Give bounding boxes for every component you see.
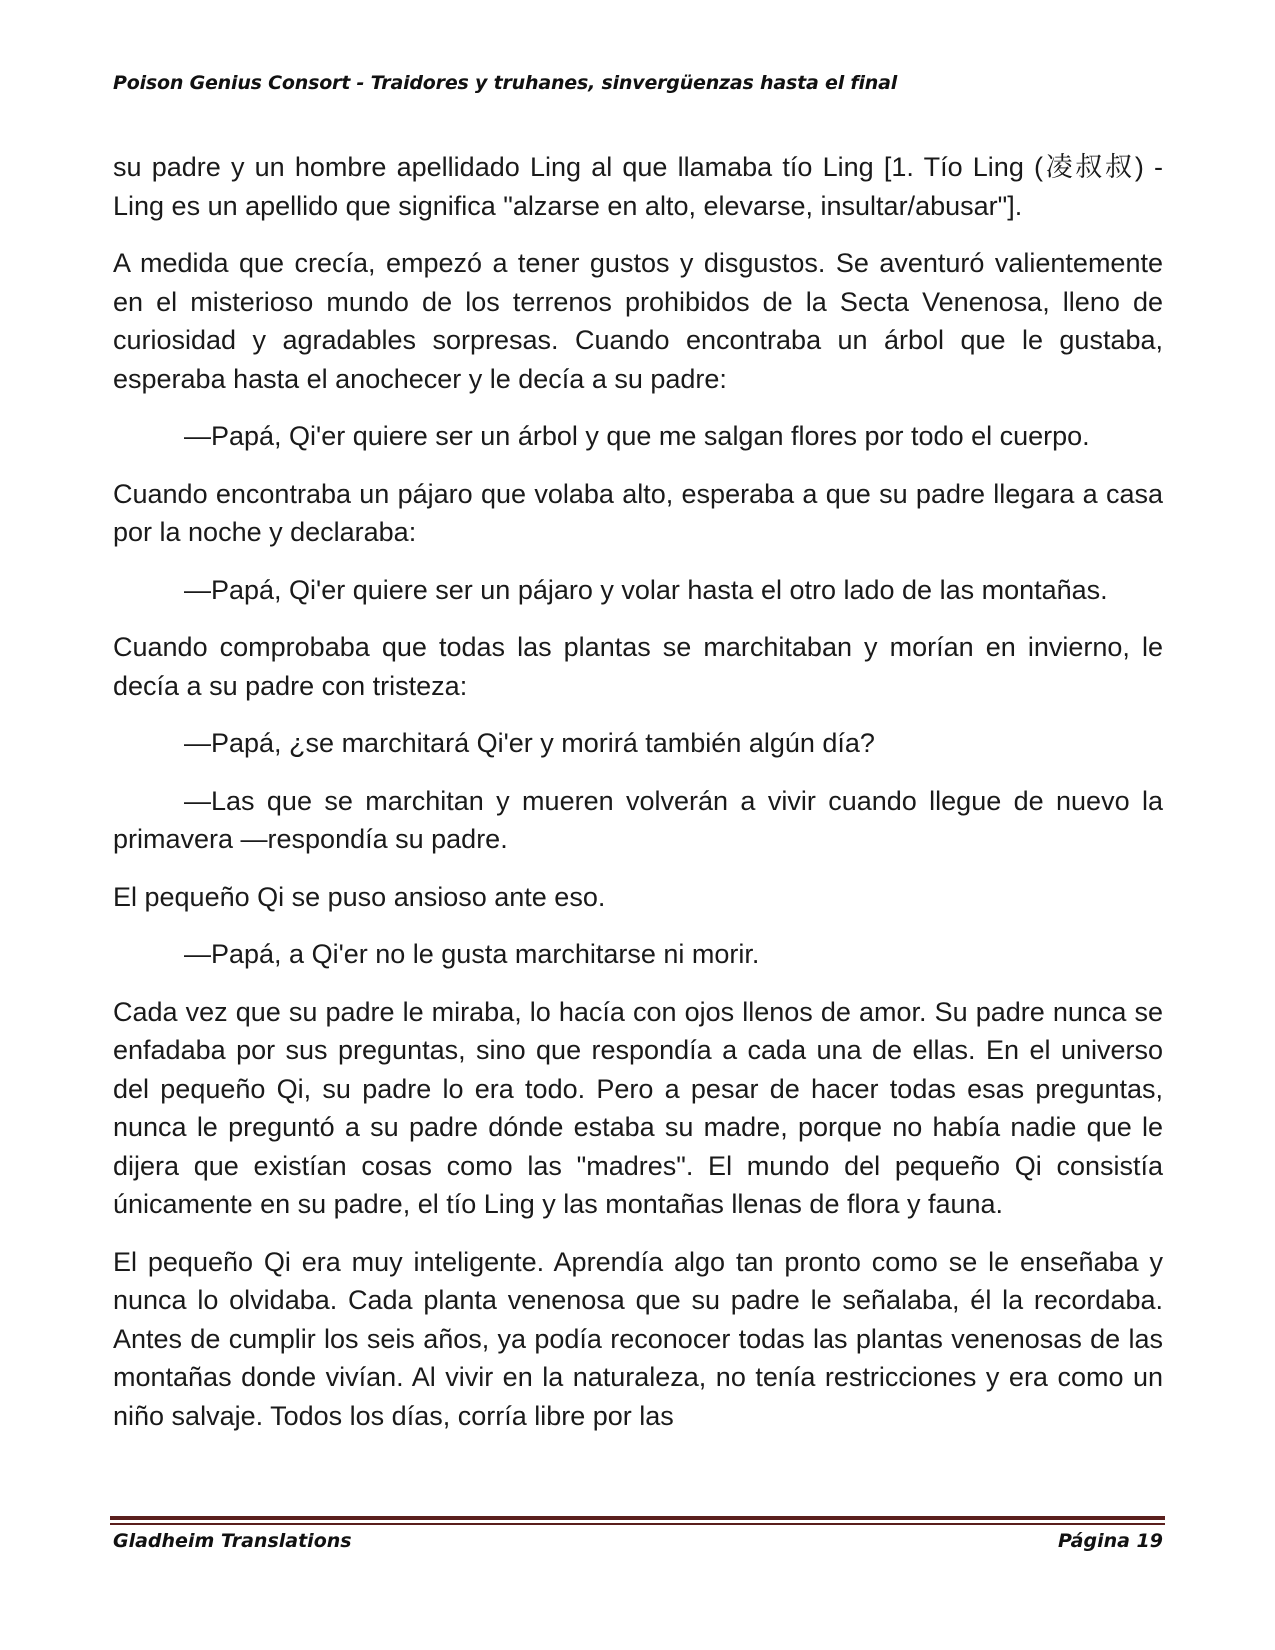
dialogue-line: —Papá, a Qi'er no le gusta marchitarse ni morir. xyxy=(184,939,760,969)
footer-publisher: Gladheim Translations xyxy=(113,1530,352,1552)
footer-divider-thin xyxy=(110,1523,1165,1525)
footer-divider-thick xyxy=(110,1516,1165,1520)
paragraph: El pequeño Qi se puso ansioso ante eso. xyxy=(113,881,606,912)
dialogue-line: —Papá, Qi'er quiere ser un árbol y que me salgan flores por todo el cuerpo. xyxy=(184,421,1090,451)
footer-divider xyxy=(110,1516,1165,1525)
paragraph: su padre y un hombre apellidado Ling al que llamaba tío Ling [1. Tío Ling (凌叔叔) - Ling es un apellido que significa "alzarse en alto, elevarse, insultar/abusar"]. xyxy=(113,152,1163,221)
dialogue-line: —Papá, Qi'er quiere ser un pájaro y volar hasta el otro lado de las montañas. xyxy=(184,574,1108,605)
page-header-title: Poison Genius Consort - Traidores y truhanes, sinvergüenzas hasta el final xyxy=(113,72,898,94)
paragraph: A medida que crecía, empezó a tener gustos y disgustos. Se aventuró valientemente en el misterioso mundo de los terrenos prohibidos de la Secta Venenosa, lleno de curiosidad y agradables sorpresas. Cuando encontraba un árbol que le gustaba, esperaba hasta el anochecer y le decía a su padre: xyxy=(113,248,1163,394)
page-number: Página 19 xyxy=(1057,1530,1163,1552)
body-text xyxy=(113,148,1163,1454)
paragraph: Cuando encontraba un pájaro que volaba alto, esperaba a que su padre llegara a casa por la noche y declaraba: xyxy=(113,478,1163,547)
dialogue-line: —Las que se marchitan y mueren volverán a vivir cuando llegue de nuevo la primavera —respondía su padre. xyxy=(113,785,1163,854)
paragraph: Cada vez que su padre le miraba, lo hacía con ojos llenos de amor. Su padre nunca se enfadaba por sus preguntas, sino que respondía a cada una de ellas. En el universo del pequeño Qi, su padre lo era todo. Pero a pesar de hacer todas esas preguntas, nunca le preguntó a su padre dónde estaba su madre, porque no había nadie que le dijera que existían cosas como las "madres". El mundo del pequeño Qi consistía únicamente en su padre, el tío Ling y las montañas llenas de flora y fauna. xyxy=(113,996,1163,1219)
paragraph: El pequeño Qi era muy inteligente. Aprendía algo tan pronto como se le enseñaba y nunca lo olvidaba. Cada planta venenosa que su padre le señalaba, él la recordaba. Antes de cumplir los seis años, ya podía reconocer todas las plantas venenosas de las montañas donde vivían. Al vivir en la naturaleza, no tenía restricciones y era como un niño salvaje. Todos los días, corría libre por las xyxy=(113,1246,1163,1431)
dialogue-line: —Papá, ¿se marchitará Qi'er y morirá también algún día? xyxy=(184,728,875,758)
paragraph: Cuando comprobaba que todas las plantas se marchitaban y morían en invierno, le decía a su padre con tristeza: xyxy=(113,632,1163,701)
